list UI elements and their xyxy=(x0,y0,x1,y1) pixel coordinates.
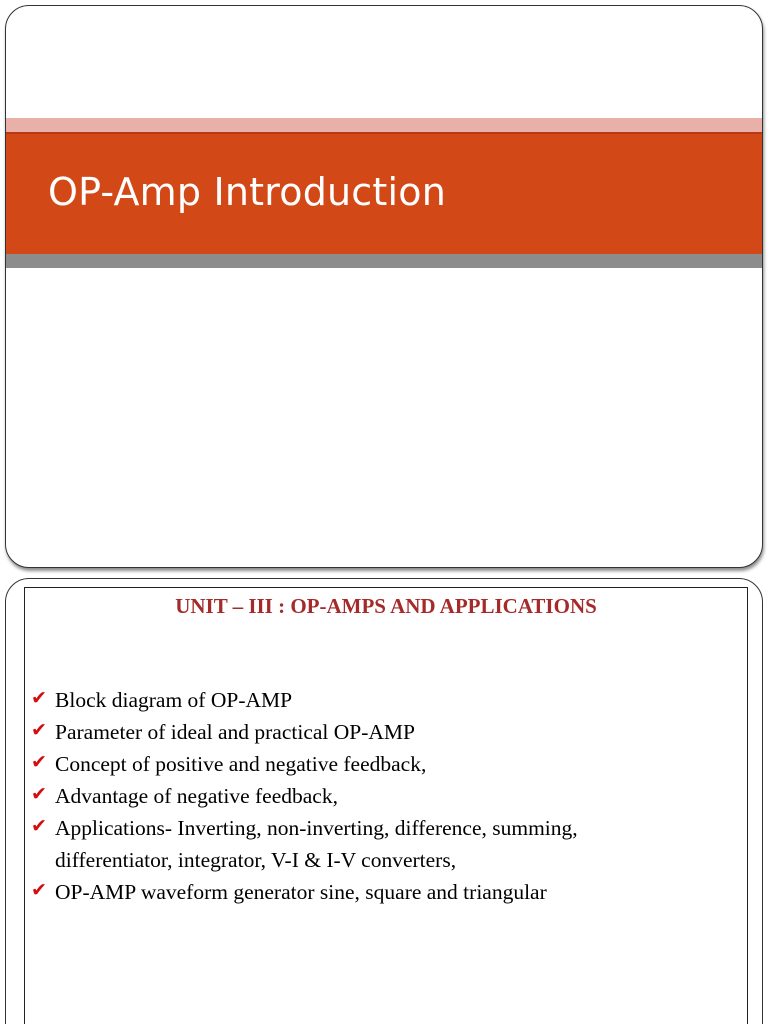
slide-title: OP-Amp Introduction xyxy=(48,170,446,214)
list-item xyxy=(31,716,578,748)
list-item xyxy=(31,748,578,780)
check-icon: ✔ xyxy=(31,687,47,709)
topic-list xyxy=(31,684,578,908)
title-accent-band-bottom xyxy=(6,254,762,268)
unit-heading: UNIT – III : OP-AMPS AND APPLICATIONS xyxy=(175,594,597,618)
list-item xyxy=(31,684,578,716)
title-bar xyxy=(6,132,762,254)
title-slide xyxy=(5,5,763,568)
check-icon: ✔ xyxy=(31,879,47,901)
check-icon: ✔ xyxy=(31,719,47,741)
list-item-text: OP-AMP waveform generator sine, square and triangular xyxy=(55,880,547,904)
list-item-text: Block diagram of OP-AMP xyxy=(55,688,293,712)
list-item-text: Applications- Inverting, non-inverting, difference, summing, xyxy=(55,816,578,840)
check-icon: ✔ xyxy=(31,751,47,773)
content-slide xyxy=(5,578,763,1024)
list-item-text: Advantage of negative feedback, xyxy=(55,784,338,808)
list-item-text: Parameter of ideal and practical OP-AMP xyxy=(55,720,415,744)
list-item xyxy=(31,780,578,812)
content-frame xyxy=(24,587,748,1024)
list-item-text: Concept of positive and negative feedback, xyxy=(55,752,427,776)
title-accent-band-top xyxy=(6,118,762,132)
check-icon: ✔ xyxy=(31,815,47,837)
check-icon: ✔ xyxy=(31,783,47,805)
list-item xyxy=(31,812,578,876)
list-item-continuation: differentiator, integrator, V-I & I-V converters, xyxy=(55,848,457,872)
list-item xyxy=(31,876,578,908)
